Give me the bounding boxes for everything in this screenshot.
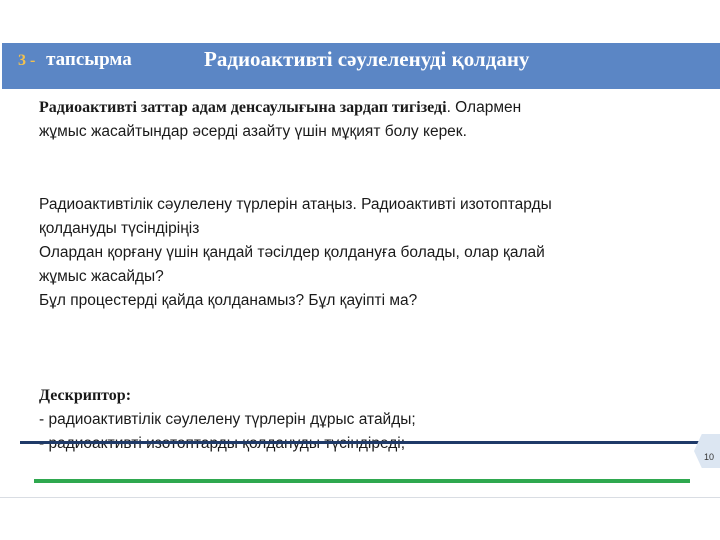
task-label bbox=[18, 49, 132, 71]
question-line-4: жұмыс жасайды? bbox=[39, 268, 164, 285]
page-number-tab bbox=[694, 434, 720, 468]
question-line-1: Радиоактивтілік сәулелену түрлерін атаңыз. Радиоактивті изотоптарды bbox=[39, 196, 552, 213]
task-number: 3 - bbox=[18, 52, 36, 69]
question-line-3: Олардан қорғану үшін қандай тәсілдер қолдануға болады, олар қалай bbox=[39, 244, 545, 261]
descriptor-item-2 bbox=[39, 432, 405, 456]
intro-bold: Радиоактивті заттар адам денсаулығына зардап тигізеді bbox=[39, 99, 447, 116]
question-line-5: Бұл процестерді қайда қолданамыз? Бұл қауіпті ма? bbox=[39, 292, 418, 309]
navy-divider bbox=[20, 441, 700, 444]
task-word: тапсырма bbox=[46, 49, 132, 70]
intro-line-1 bbox=[39, 96, 521, 120]
page-number: 10 bbox=[704, 452, 715, 462]
green-divider bbox=[34, 479, 690, 483]
intro-line-2: жұмыс жасайтындар әсерді азайту үшін мұқият болу керек. bbox=[39, 123, 467, 140]
question-line-2: қолдануды түсіндіріңіз bbox=[39, 220, 200, 237]
intro-rest: . Олармен bbox=[446, 99, 522, 116]
slide-title: Радиоактивті сәулеленуді қолдану bbox=[204, 47, 530, 71]
gray-divider bbox=[0, 497, 720, 498]
descriptor-heading: Дескриптор: bbox=[39, 387, 132, 404]
descriptor-item-1: - радиоактивтілік сәулелену түрлерін дұрыс атайды; bbox=[39, 411, 416, 428]
